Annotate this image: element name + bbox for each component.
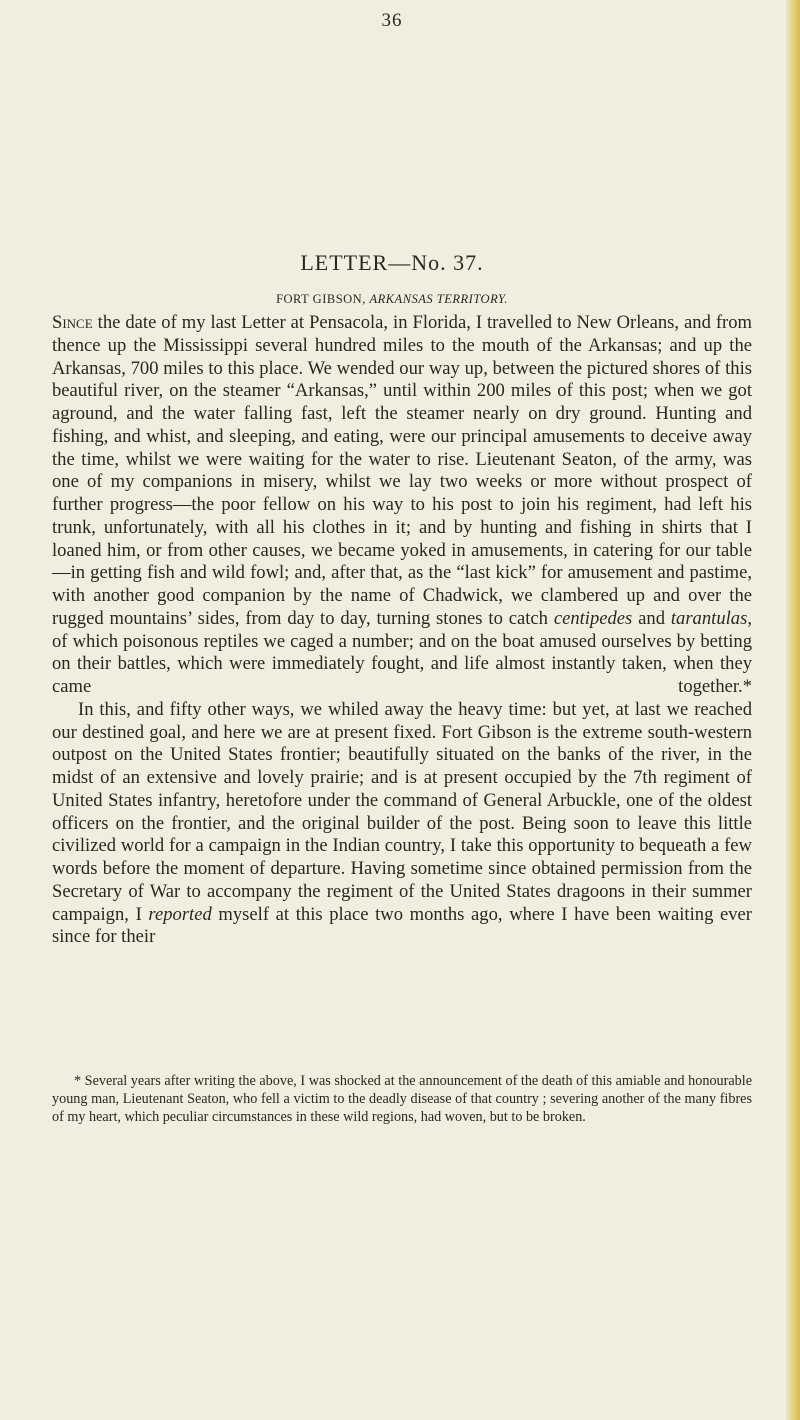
paragraph-1-and: and — [632, 607, 671, 629]
footnote — [52, 1072, 752, 1126]
paragraph-1-text-a: the date of my last Letter at Pensacola, in Florida, I travelled to New Orleans, and from thence up the Mississippi several hundred miles to the mouth of the Arkansas; and up the Arkansas, 700 miles to this place. We wended our way up, between the pictured shores of this beautiful river, on the steamer “Arkansas,” until within 200 miles of this post; when we got aground, and the water falling fast, left the steamer nearly on dry ground. Hunting and fishing, and whist, and sleeping, and eating, were our principal amusements to deceive away the time, whilst we were waiting for the water to rise. Lieutenant Seaton, of the army, was one of my companions in misery, whilst we lay two weeks or more without prospect of further progress—the poor fellow on his way to his post to join his regiment, had left his trunk, unfortunately, with all his clothes in it; and by hunting and fishing in shirts that I loaned him, or from other causes, we became yoked in amusements, in catering for our table—in getting fish and wild fowl; and, after that, as the “last kick” for amusement and pastime, with another good companion by the name of Chadwick, we clambered up and over the rugged mountains’ sides, from day to day, turning stones to catch — [52, 312, 752, 629]
paragraph-2 — [52, 699, 752, 949]
tarantulas-word: tarantulas — [670, 607, 748, 629]
place-territory: ARKANSAS TERRITORY. — [369, 292, 508, 306]
page-number: 36 — [381, 10, 403, 31]
page-edge — [786, 0, 800, 1420]
reported-word: reported — [148, 903, 212, 925]
letter-title: LETTER—No. 37. — [300, 250, 484, 275]
centipedes-word: centipedes — [553, 607, 633, 629]
paragraph-2-text-a: In this, and fifty other ways, we whiled away the heavy time: but yet, at last we reached our destined goal, and here we are at present fixed. Fort Gibson is the extreme south-western outpost on the United States frontier; beautifully situated on the banks of the river, in the midst of an extensive and lovely prairie; and is at present occupied by the 7th regiment of United States infantry, heretofore under the command of General Arbuckle, one of the oldest officers on the frontier, and the original builder of the post. Being soon to leave this little civilized world for a campaign in the Indian country, I take this opportunity to bequeath a few words before the moment of departure. Having sometime since obtained permission from the Secretary of War to accompany the regiment of the United States dragoons in their summer campaign, I — [52, 698, 752, 925]
paragraph-2-text-b: myself at this place two months ago, where I have been waiting ever since for their — [52, 903, 753, 948]
paragraph-1-text-b: , of which poisonous reptiles we caged a number; and on the boat amused ourselves by betting on their battles, which were immediately fought, and life almost instantly taken, when they came together.* — [52, 607, 752, 697]
letter-body — [52, 312, 752, 949]
paragraph-1 — [52, 312, 752, 699]
lead-word: Since — [52, 312, 93, 333]
place-fort: FORT GIBSON, — [276, 292, 366, 306]
footnote-text: * Several years after writing the above, I was shocked at the announcement of the death of this amiable and honourable young man, Lieutenant Seaton, who fell a victim to the deadly disease of that country ; severing another of the many fibres of my heart, which peculiar circumstances in these wild regions, had woven, but to be broken. — [52, 1073, 752, 1125]
place-heading — [0, 292, 784, 307]
